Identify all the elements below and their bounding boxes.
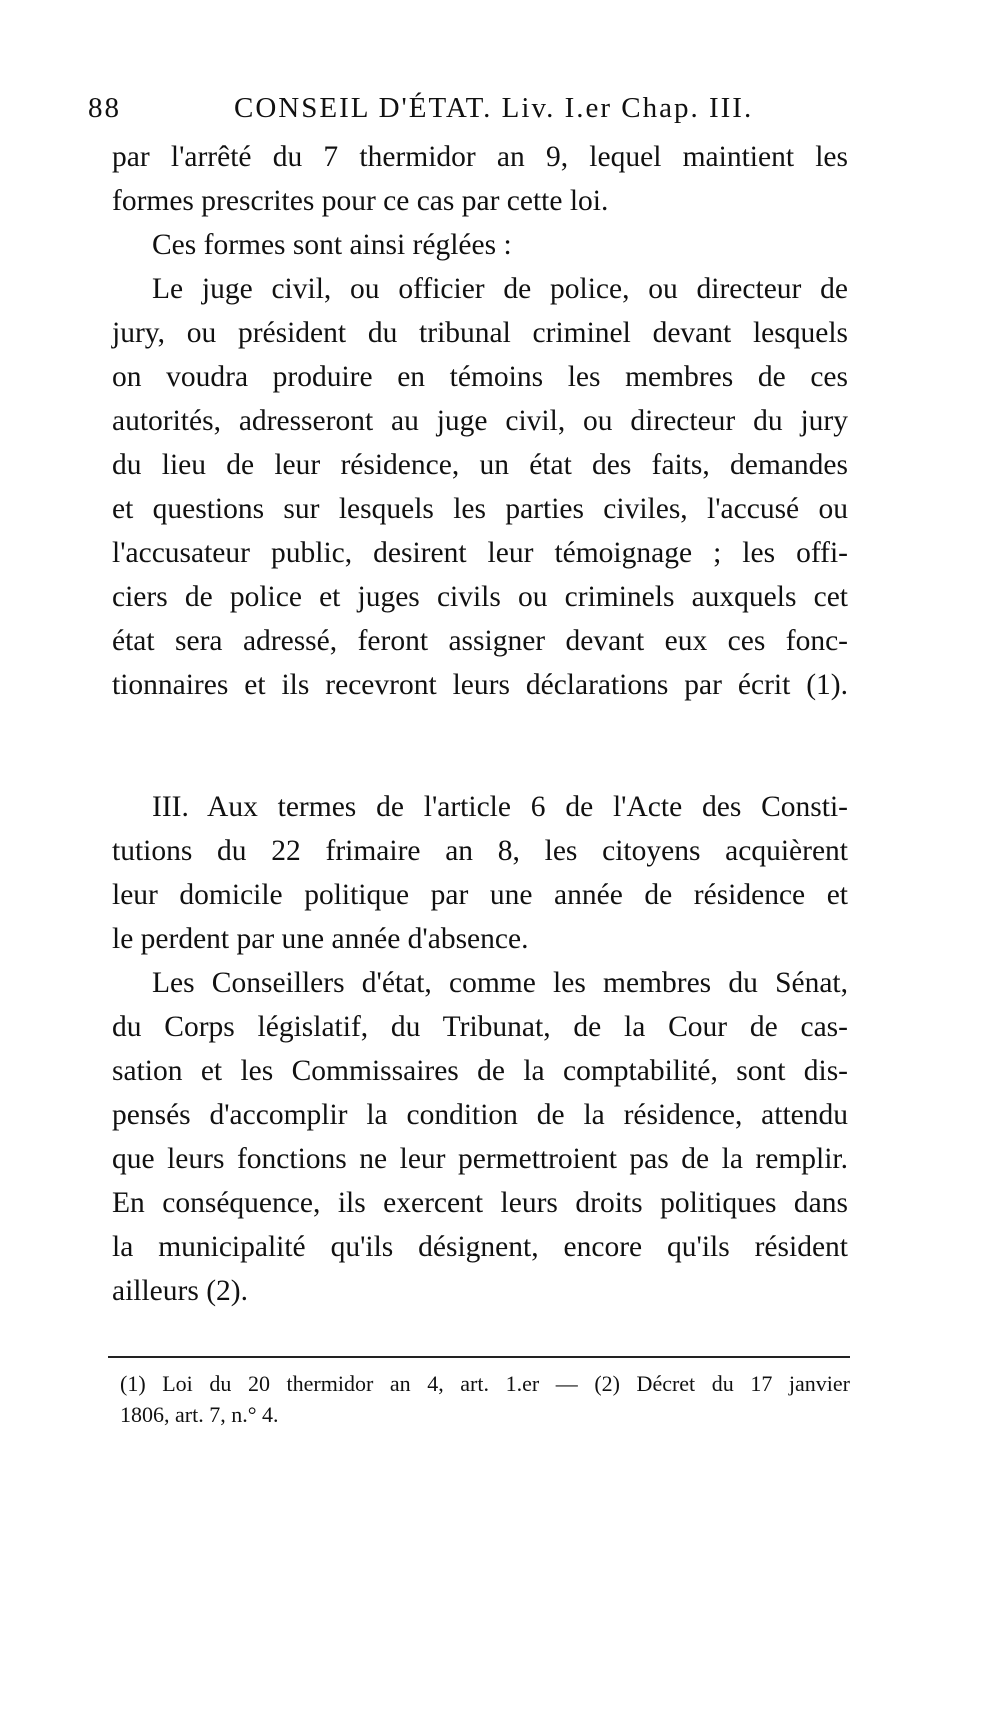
text-line: Les Conseillers d'état, comme les membres du Sénat, <box>152 967 848 999</box>
text-line: état sera adressé, feront assigner devant eux ces fonc- <box>112 625 848 657</box>
running-head <box>88 88 848 128</box>
text-line: jury, ou président du tribunal criminel devant lesquels <box>112 317 848 349</box>
text-line: sation et les Commissaires de la comptabilité, sont dis- <box>112 1055 848 1087</box>
text-line: par l'arrêté du 7 thermidor an 9, lequel maintient les <box>112 141 848 173</box>
text-line: ailleurs (2). <box>112 1275 248 1307</box>
footnote-line: 1806, art. 7, n.° 4. <box>120 1402 279 1427</box>
text-line: III. Aux termes de l'article 6 de l'Acte des Consti- <box>152 791 848 823</box>
footnotes <box>120 1368 850 1430</box>
text-line: formes prescrites pour ce cas par cette loi. <box>112 185 609 217</box>
text-line: on voudra produire en témoins les membres de ces <box>112 361 848 393</box>
text-line: et questions sur lesquels les parties civiles, l'accusé ou <box>112 493 848 525</box>
text-line: Le juge civil, ou officier de police, ou directeur de <box>152 273 848 305</box>
text-line: la municipalité qu'ils désignent, encore qu'ils résident <box>112 1231 848 1263</box>
text-line: autorités, adresseront au juge civil, ou directeur du jury <box>112 405 848 437</box>
text-line: du Corps législatif, du Tribunat, de la Cour de cas- <box>112 1011 848 1043</box>
text-line: ciers de police et juges civils ou criminels auxquels cet <box>112 581 848 613</box>
body-text-block-2 <box>112 785 848 1313</box>
text-line: leur domicile politique par une année de résidence et <box>112 879 848 911</box>
footnote-divider <box>108 1356 850 1358</box>
text-line: le perdent par une année d'absence. <box>112 923 529 955</box>
text-line: pensés d'accomplir la condition de la résidence, attendu <box>112 1099 848 1131</box>
text-line: l'accusateur public, desirent leur témoignage ; les offi- <box>112 537 848 569</box>
text-line: tionnaires et ils recevront leurs déclarations par écrit (1). <box>112 669 848 701</box>
body-text-block-1 <box>112 135 848 707</box>
page-number: 88 <box>88 92 121 124</box>
footnote-line: (1) Loi du 20 thermidor an 4, art. 1.er — (2) Décret du 17 janvier <box>120 1371 850 1396</box>
running-head-title: CONSEIL D'ÉTAT. Liv. I.er Chap. III. <box>234 92 754 124</box>
text-line: du lieu de leur résidence, un état des faits, demandes <box>112 449 848 481</box>
text-line: tutions du 22 frimaire an 8, les citoyens acquièrent <box>112 835 848 867</box>
text-line: En conséquence, ils exercent leurs droits politiques dans <box>112 1187 848 1219</box>
text-line: Ces formes sont ainsi réglées : <box>152 229 512 261</box>
text-line: que leurs fonctions ne leur permettroient pas de la remplir. <box>112 1143 848 1175</box>
